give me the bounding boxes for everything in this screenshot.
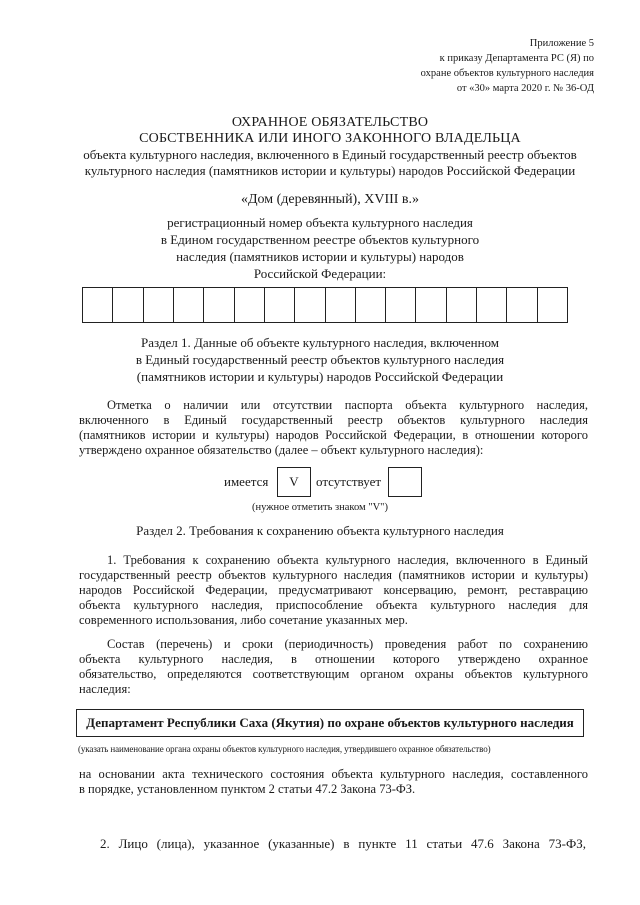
paragraph-line: Отметка о наличии или отсутствии паспорта объекта культурного наследия, xyxy=(107,398,588,412)
registration-cell[interactable] xyxy=(538,288,567,322)
section1-line: Раздел 1. Данные об объекте культурного наследия, включенном xyxy=(140,335,500,350)
mark-note: (нужное отметить знаком "V") xyxy=(252,502,388,513)
department-field[interactable]: Департамент Республики Саха (Якутия) по охране объектов культурного наследия xyxy=(76,709,584,737)
paragraph-line: современного использования, либо сочетание указанных мер. xyxy=(79,613,408,627)
annex-line: Приложение 5 xyxy=(529,38,594,49)
object-name: «Дом (деревянный), XVIII в.» xyxy=(240,192,420,207)
section2-heading: Раздел 2. Требования к сохранению объекта культурного наследия xyxy=(136,523,504,538)
no-passport-checkbox[interactable] xyxy=(388,467,422,497)
has-passport-checkbox[interactable]: V xyxy=(277,467,311,497)
paragraph-line: утверждено охранное обязательство (далее – объект культурного наследия): xyxy=(79,443,484,457)
registration-cell[interactable] xyxy=(356,288,386,322)
registration-caption xyxy=(100,214,540,282)
registration-cell[interactable] xyxy=(113,288,143,322)
registration-cell[interactable] xyxy=(477,288,507,322)
registration-line: регистрационный номер объекта культурного наследия xyxy=(167,215,473,230)
has-passport-label: имеется xyxy=(224,474,269,489)
registration-cell[interactable] xyxy=(416,288,446,322)
section1-line: (памятников истории и культуры) народов Российской Федерации xyxy=(136,369,504,384)
registration-number-grid xyxy=(82,287,568,323)
registration-cell[interactable] xyxy=(144,288,174,322)
registration-line: наследия (памятников истории и культуры) народов xyxy=(176,249,464,264)
registration-cell[interactable] xyxy=(507,288,537,322)
registration-cell[interactable] xyxy=(83,288,113,322)
basis-paragraph xyxy=(79,767,588,797)
paragraph-line: государственный реестр объектов культурного наследия (памятников истории и культуры) xyxy=(79,568,588,582)
registration-cell[interactable] xyxy=(447,288,477,322)
document-subtitle: объекта культурного наследия, включенного в Единый государственный реестр объектов xyxy=(83,147,577,162)
registration-cell[interactable] xyxy=(235,288,265,322)
document-subtitle: культурного наследия (памятников истории и культуры) народов Российской Федерации xyxy=(84,163,576,178)
annex-header xyxy=(354,36,594,96)
section1-heading xyxy=(100,334,540,385)
section1-line: в Единый государственный реестр объектов культурного наследия xyxy=(135,352,505,367)
annex-line: от «30» марта 2020 г. № 36-ОД xyxy=(456,83,594,94)
paragraph-line: Состав (перечень) и сроки (периодичность) проведения работ по сохранению xyxy=(107,637,588,651)
paragraph-line: народов Российской Федерации, предусматривают консервацию, ремонт, реставрацию xyxy=(79,583,588,597)
paragraph-line: в порядке, установленном пунктом 2 статьи 47.2 Закона 73-ФЗ. xyxy=(79,782,416,796)
paragraph-line: объекта культурного наследия, в отношении которого утверждено охранное xyxy=(79,652,588,666)
registration-cell[interactable] xyxy=(265,288,295,322)
annex-line: к приказу Департамента РС (Я) по xyxy=(439,53,594,64)
paragraph-line: (памятников истории и культуры) народов Российской Федерации, в отношении которого xyxy=(79,428,588,442)
passport-paragraph xyxy=(79,398,588,458)
document-title-owner: СОБСТВЕННИКА ИЛИ ИНОГО ЗАКОННОГО ВЛАДЕЛЬЦА xyxy=(139,131,521,146)
works-paragraph xyxy=(79,637,588,697)
paragraph-line: наследия: xyxy=(79,682,131,696)
item2-paragraph: 2. Лицо (лица), указанное (указанные) в пункте 11 статьи 47.6 Закона 73-ФЗ, xyxy=(100,836,586,851)
paragraph-line: 1. Требования к сохранению объекта культурного наследия, включенного в Единый xyxy=(107,553,588,567)
no-passport-label: отсутствует xyxy=(316,474,382,489)
registration-cell[interactable] xyxy=(326,288,356,322)
registration-cell[interactable] xyxy=(174,288,204,322)
department-note: (указать наименование органа охраны объектов культурного наследия, утвердившего охранное обязательство) xyxy=(78,744,491,754)
paragraph-line: на основании акта технического состояния объекта культурного наследия, составленного xyxy=(79,767,588,781)
paragraph-line: включенного в Единый государственный реестр объектов культурного наследия xyxy=(79,413,588,427)
passport-mark-row xyxy=(0,467,640,497)
document-title: ОХРАННОЕ ОБЯЗАТЕЛЬСТВО xyxy=(231,115,429,130)
paragraph-line: обязательство, определяются соответствующим органом охраны объектов культурного xyxy=(79,667,588,681)
registration-line: Российской Федерации: xyxy=(253,266,387,281)
paragraph-line: объекта культурного наследия, приспособление объекта культурного наследия для xyxy=(79,598,588,612)
annex-line: охране объектов культурного наследия xyxy=(420,68,594,79)
registration-cell[interactable] xyxy=(295,288,325,322)
registration-cell[interactable] xyxy=(386,288,416,322)
registration-cell[interactable] xyxy=(204,288,234,322)
registration-line: в Едином государственном реестре объектов культурного xyxy=(160,232,480,247)
requirements-paragraph xyxy=(79,553,588,628)
